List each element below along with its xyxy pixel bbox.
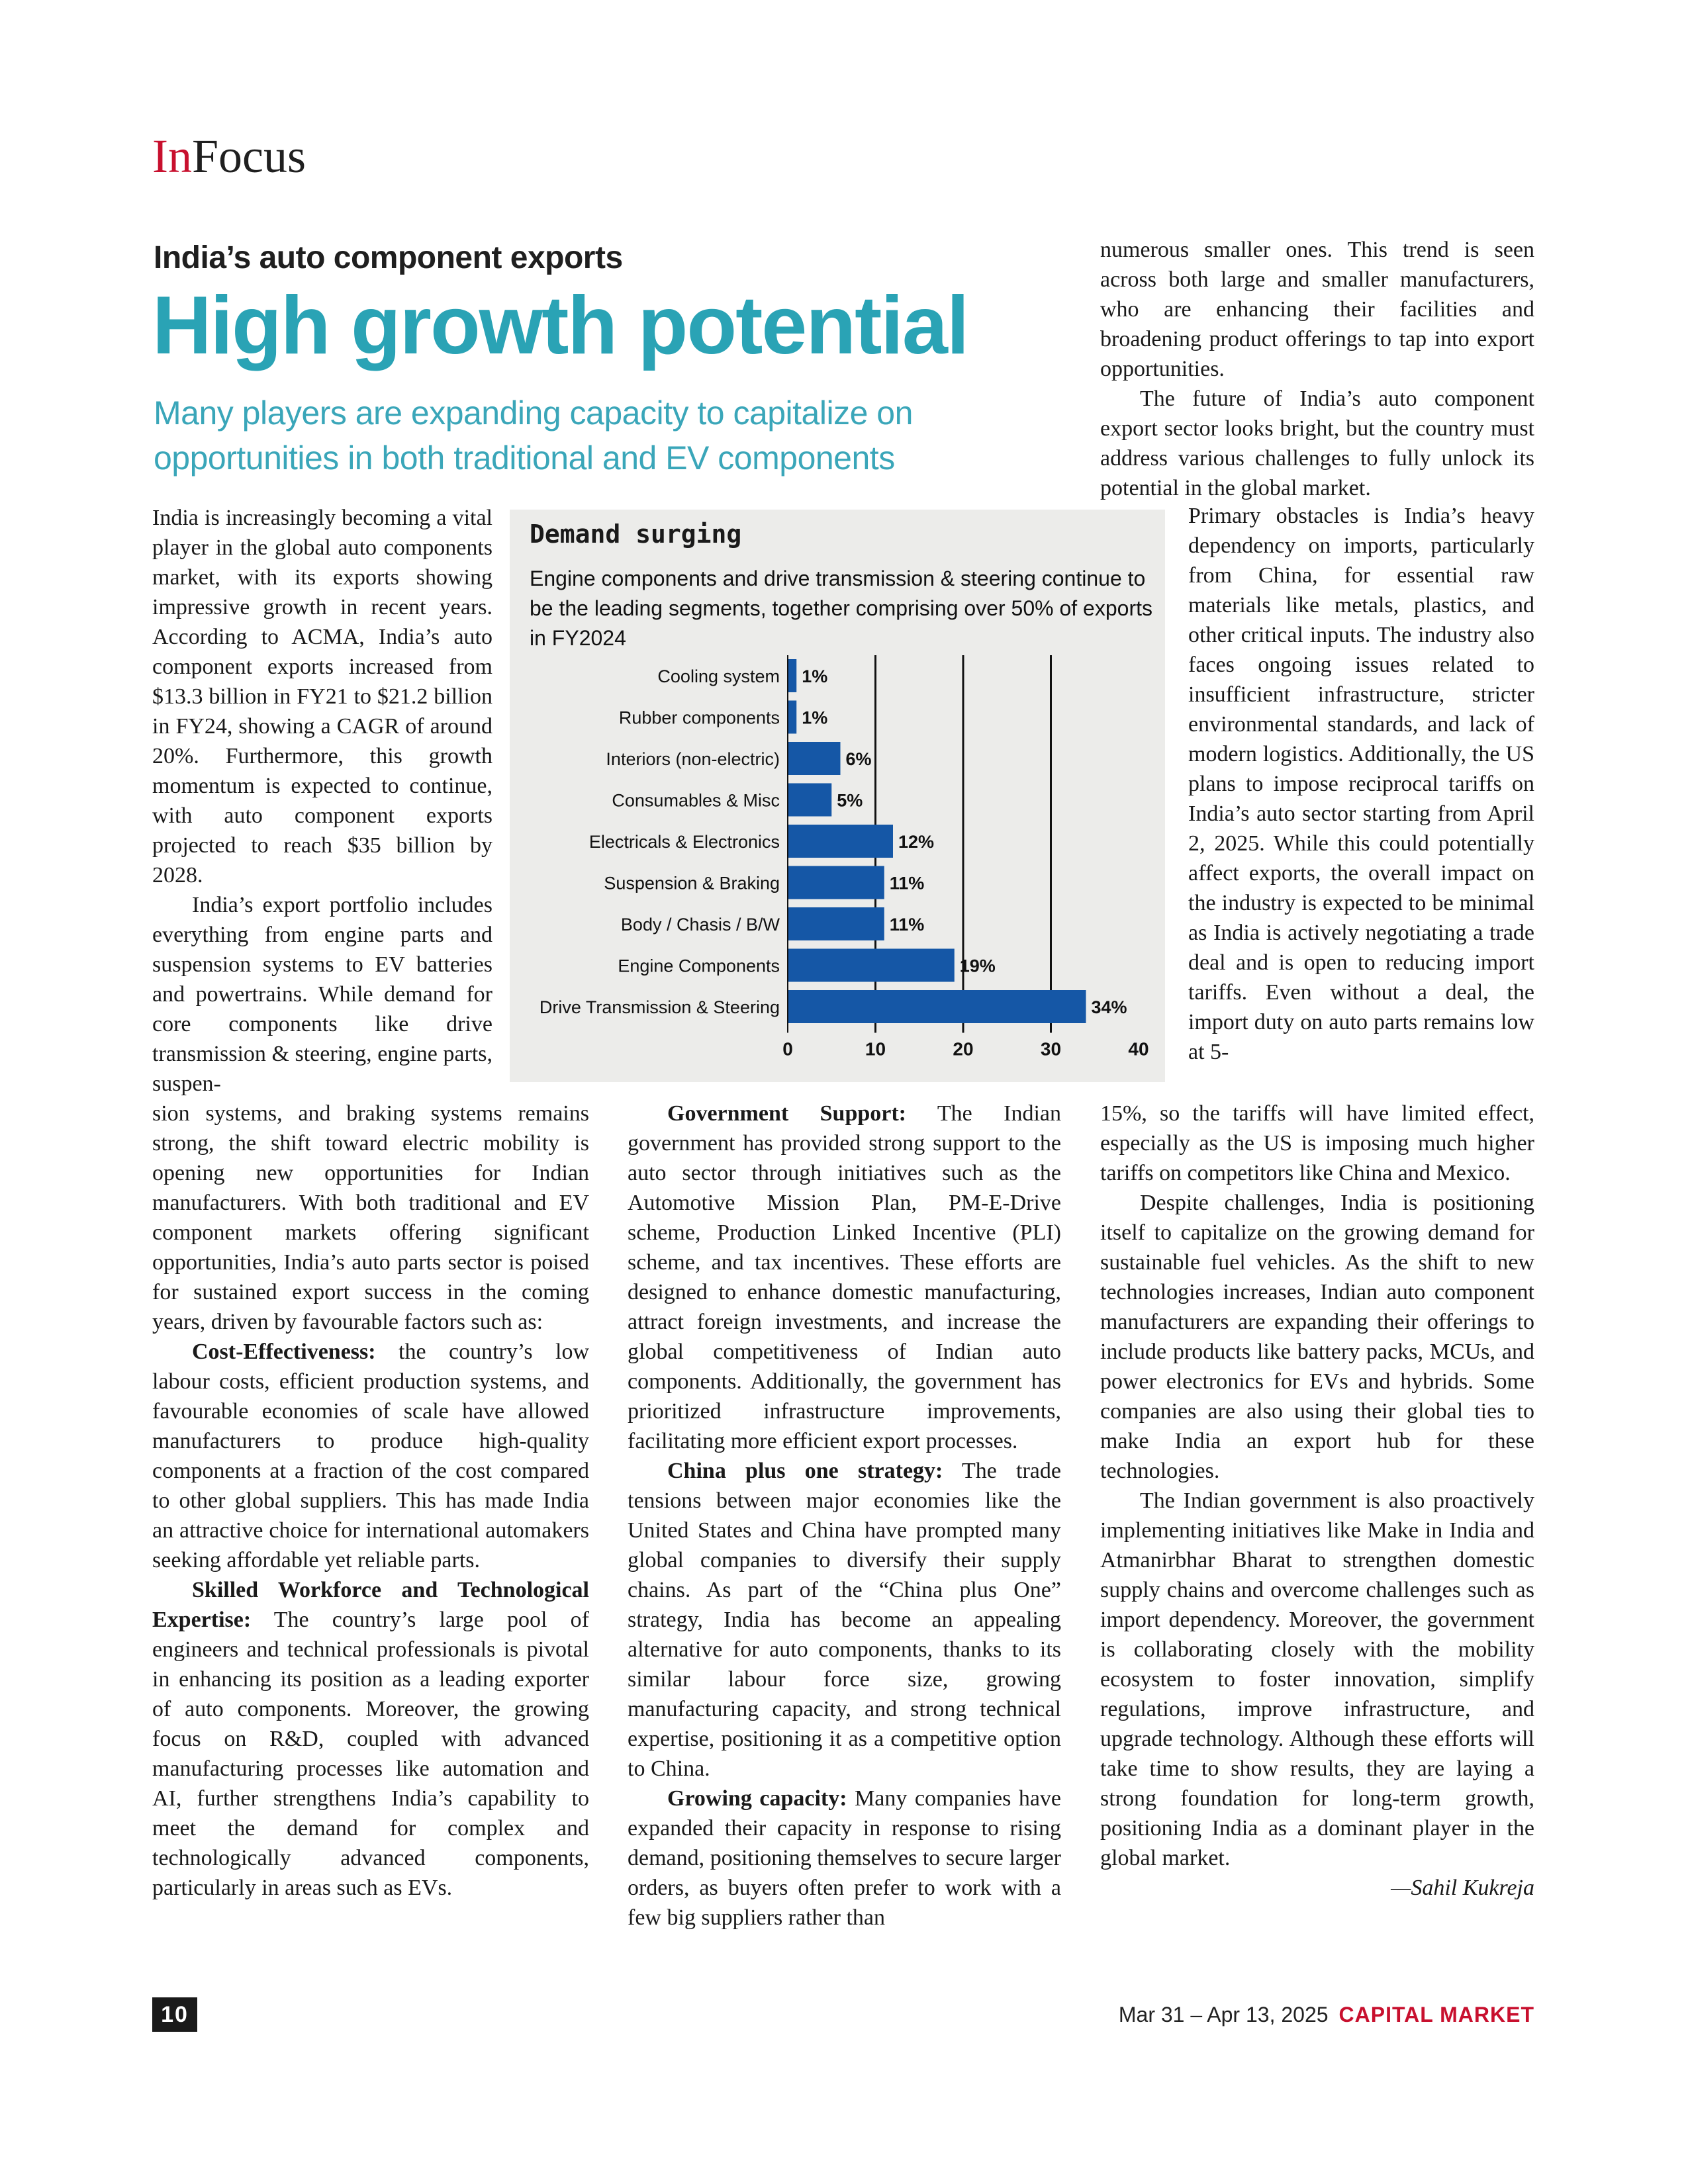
value-label: 6%	[845, 749, 872, 769]
magazine-name: CAPITAL MARKET	[1338, 2003, 1534, 2026]
paragraph: Despite challenges, India is positioning itself to capitalize on the growing demand for sustainable fuel vehicles. As the shift to new technologies increases, Indian auto component manufacturers are expanding their offerings to include products like battery packs, MCUs, and power electronics for EVs and hybrids. Some companies are also using their global ties to make India an export hub for these technologies.	[1100, 1191, 1534, 1483]
value-label: 12%	[898, 832, 935, 852]
section-name: Focus	[191, 130, 306, 183]
bold-lead: Cost-Effectiveness:	[192, 1340, 376, 1364]
chart-title: Demand surging	[530, 520, 742, 549]
column-1-bottom	[152, 1099, 589, 1903]
category-label: Consumables & Misc	[612, 790, 780, 811]
deck: Many players are expanding capacity to capitalize on opportunities in both traditional and EV components	[154, 394, 913, 477]
column-3-wrap	[1188, 501, 1534, 1067]
bar	[788, 907, 884, 940]
bar	[788, 742, 841, 775]
value-label: 11%	[889, 915, 925, 934]
paragraph: 15%, so the tariffs will have limited effect, especially as the US is imposing much higher tariffs on competitors like China and Mexico.	[1100, 1101, 1534, 1185]
bar	[788, 990, 1086, 1023]
bold-lead: Skilled Workforce and Technological Expertise:	[152, 1578, 589, 1632]
chart-subtitle: Engine components and drive transmission & steering continue to be the leading segments, together comprising over 50% of exports in FY2024	[530, 567, 1152, 650]
kicker: India’s auto component exports	[154, 240, 623, 275]
category-label: Body / Chasis / B/W	[620, 915, 780, 934]
paragraph: Government Support: The Indian government has provided strong support to the auto sector through initiatives such as the Automotive Mission Plan, PM-E-Drive scheme, Production Linked Incentive (PLI) scheme, and tax incentives. These efforts are designed to enhance domestic manufacturing, attract foreign investments, and increase the global competitiveness of Indian auto components. Additionally, the government has prioritized infrastructure improvements, facilitating more efficient export processes.	[628, 1101, 1061, 1453]
category-label: Rubber components	[618, 707, 780, 728]
paragraph: The Indian government is also proactively implementing initiatives like Make in India and Atmanirbhar Bharat to strengthen domestic supply chains and overcome challenges such as import dependency. Moreover, the government is collaborating closely with the mobility ecosystem to foster innovation, simplify regulations, improve infrastructure, and upgrade technology. Although these efforts will take time to show results, they are laying a strong foundation for long-term growth, positioning India as a dominant player in the global market.	[1100, 1488, 1534, 1870]
bold-lead: Growing capacity:	[667, 1786, 847, 1811]
issue-date: Mar 31 – Apr 13, 2025	[1118, 2003, 1329, 2026]
paragraph: Cost-Effectiveness: the country’s low labour costs, efficient production systems, and favourable economies of scale have allowed manufacturers to produce high-quality components at a fraction of the cost compared to other global suppliers. This has made India an attractive choice for international automakers seeking affordable yet reliable parts.	[152, 1340, 589, 1572]
bar-chart	[510, 655, 1165, 1079]
section-prefix: In	[152, 130, 192, 183]
bar	[788, 659, 796, 692]
x-tick-label: 20	[953, 1038, 974, 1060]
section-header	[152, 130, 306, 183]
bold-lead: Government Support:	[667, 1101, 906, 1126]
page-number: 10	[152, 1997, 197, 2032]
category-label: Engine Components	[618, 956, 780, 976]
x-tick-label: 10	[865, 1038, 886, 1060]
paragraph: Skilled Workforce and Technological Expertise: The country’s large pool of engineers and technical professionals is pivotal in enhancing its position as a leading exporter of auto components. Moreover, the growing focus on R&D, coupled with advanced manufacturing processes like automation and AI, further strengthens India’s capability to meet the demand for complex and technologically advanced components, particularly in areas such as EVs.	[152, 1578, 589, 1900]
footer-info	[1119, 2003, 1534, 2027]
paragraph: The future of India’s auto component export sector looks bright, but the country must address various challenges to fully unlock its potential in the global market.	[1100, 387, 1534, 500]
bar	[788, 866, 884, 899]
column-3-bottom	[1100, 1099, 1534, 1903]
paragraph: sion systems, and braking systems remains strong, the shift toward electric mobility is opening new opportunities for Indian manufacturers. With both traditional and EV component markets offering significant opportunities, India’s auto parts sector is poised for sustained export success in the coming years, driven by favourable factors such as:	[152, 1101, 589, 1334]
value-label: 34%	[1091, 997, 1127, 1017]
column-2	[628, 1099, 1061, 1933]
bar	[788, 701, 796, 734]
bold-lead: China plus one strategy:	[667, 1459, 943, 1483]
category-label: Electricals & Electronics	[588, 832, 780, 852]
paragraph: India’s export portfolio includes everything from engine parts and suspension systems to EV batteries and powertrains. While demand for core components like drive transmission & steering, engine parts, suspen-	[152, 893, 492, 1096]
byline: —Sahil Kukreja	[1391, 1876, 1534, 1900]
paragraph: India is increasingly becoming a vital player in the global auto components market, with its exports showing impressive growth in recent years. According to ACMA, India’s auto component exports increased from $13.3 billion in FY21 to $21.2 billion in FY24, showing a CAGR of around 20%. Furthermore, this growth momentum is expected to continue, with auto component exports projected to reach $35 billion by 2028.	[152, 506, 492, 887]
value-label: 5%	[837, 790, 863, 811]
category-label: Suspension & Braking	[604, 873, 780, 893]
bar	[788, 784, 831, 817]
category-label: Drive Transmission & Steering	[539, 997, 780, 1017]
category-label: Cooling system	[657, 666, 780, 686]
x-tick-label: 0	[782, 1038, 793, 1060]
value-label: 11%	[889, 873, 925, 893]
paragraph: Primary obstacles is India’s heavy dependency on imports, particularly from China, for essential raw materials like metals, plastics, and other critical inputs. The industry also faces ongoing issues related to insufficient infrastructure, stricter environmental standards, and lack of modern logistics. Additionally, the US plans to impose reciprocal tariffs on India’s auto sector starting from April 2, 2025. While this could potentially affect exports, the overall impact on the industry is expected to be minimal as India is actively negotiating a trade deal and is open to reducing import tariffs. Even without a deal, the import duty on auto parts remains low at 5-	[1188, 504, 1534, 1064]
paragraph: Growing capacity: Many companies have expanded their capacity in response to rising demand, positioning themselves to secure larger orders, as buyers often prefer to work with a few big suppliers rather than	[628, 1786, 1062, 1930]
paragraph: numerous smaller ones. This trend is seen across both large and smaller manufacturers, who are enhancing their facilities and broadening product offerings to tap into export opportunities.	[1100, 238, 1534, 381]
bar	[788, 825, 893, 858]
bar	[788, 949, 955, 982]
x-tick-label: 30	[1040, 1038, 1062, 1060]
column-1-top	[152, 503, 492, 1099]
value-label: 19%	[959, 956, 996, 976]
paragraph: China plus one strategy: The trade tensions between major economies like the United States and China have prompted many global companies to diversify their supply chains. As part of the “China plus One” strategy, India has become an appealing alternative for auto components, thanks to its similar labour force size, growing manufacturing capacity, and strong technical expertise, positioning it as a competitive option to China.	[628, 1459, 1061, 1781]
value-label: 1%	[802, 707, 828, 728]
x-tick-label: 40	[1128, 1038, 1149, 1060]
column-3-top	[1100, 235, 1534, 503]
category-label: Interiors (non-electric)	[606, 749, 780, 769]
headline: High growth potential	[152, 280, 968, 371]
value-label: 1%	[802, 666, 828, 686]
